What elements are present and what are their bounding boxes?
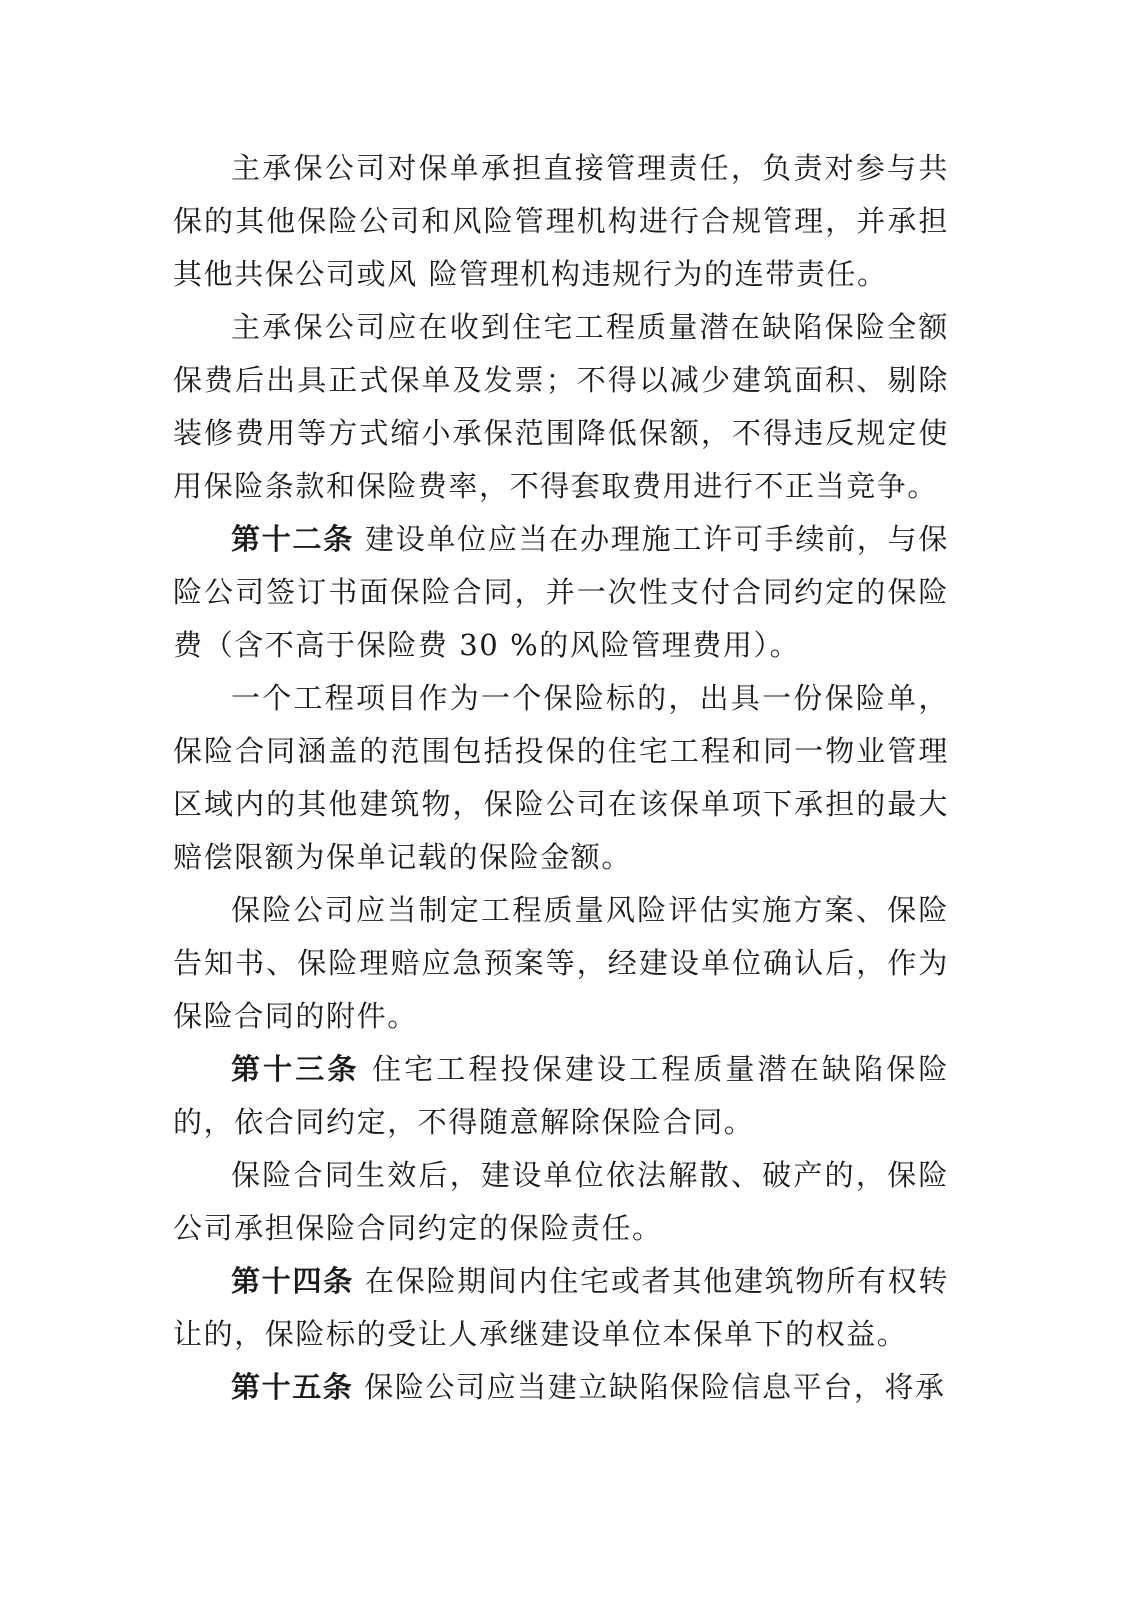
document-page [173, 142, 949, 1414]
article-number: 第十二条 [231, 522, 354, 556]
article-number: 第十五条 [231, 1370, 354, 1404]
paragraph-7 [173, 1149, 949, 1255]
paragraph-text: 主承保公司应在收到住宅工程质量潜在缺陷保险全额保费后出具正式保单及发票；不得以减少建筑面积、剔除装修费用等方式缩小承保范围降低保额，不得违反规定使用保险条款和保险费率，不得套取费用进行不正当竞争。 [173, 310, 949, 503]
paragraph-text: 建设单位应当在办理施工许可手续前，与保险公司签订书面保险合同，并一次性支付合同约定的保险费（含不高于保险费 30 %的风险管理费用）。 [173, 522, 949, 662]
paragraph-text: 保险公司应当建立缺陷保险信息平台，将承 [353, 1370, 946, 1404]
paragraph-1 [173, 142, 949, 301]
article-number: 第十四条 [231, 1264, 354, 1298]
paragraph-text: 保险合同生效后，建设单位依法解散、破产的，保险公司承担保险合同约定的保险责任。 [173, 1158, 949, 1245]
paragraph-9 [173, 1361, 949, 1414]
paragraph-8 [173, 1255, 949, 1361]
paragraph-text: 一个工程项目作为一个保险标的，出具一份保险单，保险合同涵盖的范围包括投保的住宅工程和同一物业管理区域内的其他建筑物，保险公司在该保单项下承担的最大赔偿限额为保单记载的保险金额。 [173, 681, 949, 874]
paragraph-4 [173, 672, 949, 884]
paragraph-text: 主承保公司对保单承担直接管理责任，负责对参与共保的其他保险公司和风险管理机构进行合规管理，并承担其他共保公司或风 险管理机构违规行为的连带责任。 [173, 151, 949, 291]
paragraph-6 [173, 1043, 949, 1149]
article-number: 第十三条 [231, 1052, 360, 1086]
paragraph-text: 住宅工程投保建设工程质量潜在缺陷保险的，依合同约定，不得随意解除保险合同。 [173, 1052, 949, 1139]
paragraph-2 [173, 301, 949, 513]
paragraph-5 [173, 884, 949, 1043]
paragraph-text: 在保险期间内住宅或者其他建筑物所有权转让的，保险标的受让人承继建设单位本保单下的权益。 [173, 1264, 949, 1351]
paragraph-text: 保险公司应当制定工程质量风险评估实施方案、保险告知书、保险理赔应急预案等，经建设单位确认后，作为保险合同的附件。 [173, 893, 949, 1033]
paragraph-3 [173, 513, 949, 672]
